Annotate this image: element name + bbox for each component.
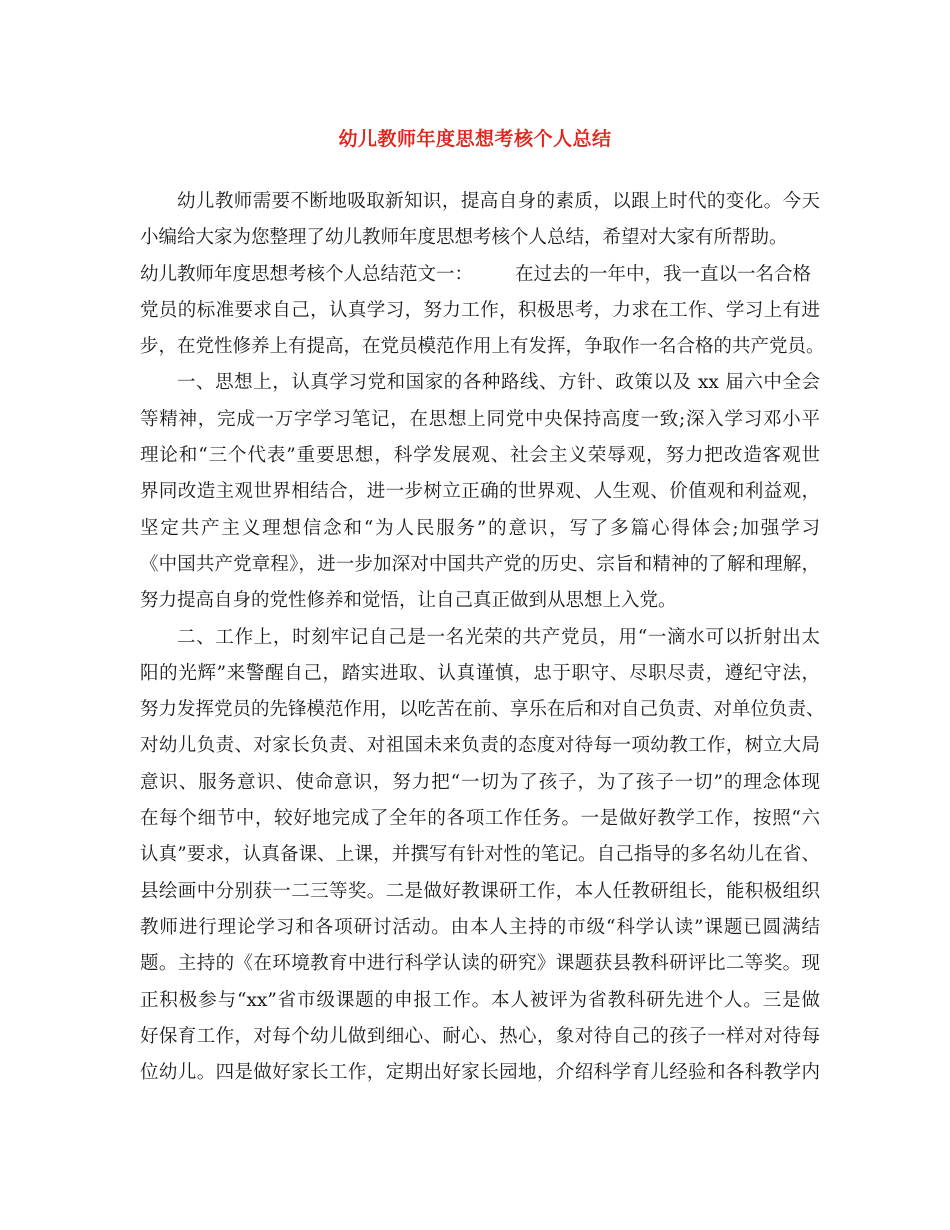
paragraph-line: 正积极参与“xx”省市级课题的申报工作。本人被评为省教科研先进个人。三是做 <box>140 989 820 1011</box>
paragraph-text: 在过去的一年中，我一直以一名合格 <box>515 263 812 285</box>
paragraph-line: 党员的标准要求自己，认真学习，努力工作，积极思考，力求在工作、学习上有进 <box>140 299 820 321</box>
paragraph-line: 对幼儿负责、对家长负责、对祖国未来负责的态度对待每一项幼教工作，树立大局 <box>140 735 820 757</box>
paragraph-line: 二、工作上，时刻牢记自己是一名光荣的共产党员，用“一滴水可以折射出太 <box>177 626 820 648</box>
paragraph-line: 幼儿教师需要不断地吸取新知识，提高自身的素质，以跟上时代的变化。今天 <box>177 191 820 212</box>
paragraph-line: 努力提高自身的党性修养和觉悟，让自己真正做到从思想上入党。 <box>140 590 677 612</box>
paragraph-line: 意识、服务意识、使命意识，努力把“一切为了孩子，为了孩子一切”的理念体现 <box>140 771 820 793</box>
paragraph-line: 题。主持的《在环境教育中进行科学认读的研究》课题获县教科研评比二等奖。现 <box>140 953 820 975</box>
paragraph-line: 一、思想上，认真学习党和国家的各种路线、方针、政策以及 xx 届六中全会 <box>177 372 820 394</box>
paragraph-line: 等精神，完成一万字学习笔记，在思想上同党中央保持高度一致;深入学习邓小平 <box>140 408 820 430</box>
paragraph-line: 小编给大家为您整理了幼儿教师年度思想考核个人总结，希望对大家有所帮助。 <box>140 227 788 249</box>
paragraph-line: 位幼儿。四是做好家长工作，定期出好家长园地，介绍科学育儿经验和各科教学内 <box>140 1062 820 1084</box>
document-body <box>140 184 825 1091</box>
paragraph-line: 好保育工作，对每个幼儿做到细心、耐心、热心，象对待自己的孩子一样对对待每 <box>140 1025 820 1047</box>
paragraph-line: 界同改造主观世界相结合，进一步树立正确的世界观、人生观、价值观和利益观， <box>140 481 820 503</box>
paragraph-line: 理论和“三个代表”重要思想，科学发展观、社会主义荣辱观，努力把改造客观世 <box>140 445 820 467</box>
paragraph-line: 阳的光辉”来警醒自己，踏实进取、认真谨慎，忠于职守、尽职尽责，遵纪守法， <box>140 662 820 684</box>
paragraph-line: 努力发挥党员的先锋模范作用，以吃苦在前、享乐在后和对自己负责、对单位负责、 <box>140 699 825 721</box>
paragraph-line: 教师进行理论学习和各项研讨活动。由本人主持的市级“科学认读”课题已圆满结 <box>140 916 820 938</box>
paragraph-line: 县绘画中分别获一二三等奖。二是做好教课研工作，本人任教研组长，能积极组织 <box>140 880 820 902</box>
paragraph-line: 坚定共产主义理想信念和“为人民服务”的意识，写了多篇心得体会;加强学习 <box>140 517 820 539</box>
paragraph-line <box>140 257 820 293</box>
paragraph-line: 在每个细节中，较好地完成了全年的各项工作任务。一是做好教学工作，按照“六 <box>140 808 820 830</box>
paragraph-line: 步，在党性修养上有提高，在党员模范作用上有发挥，争取作一名合格的共产党员。 <box>140 336 825 358</box>
section-heading: 幼儿教师年度思想考核个人总结范文一： <box>140 263 474 285</box>
document-title: 幼儿教师年度思想考核个人总结 <box>338 128 612 150</box>
paragraph-line: 认真”要求，认真备课、上课，并撰写有针对性的笔记。自己指导的多名幼儿在省、 <box>140 844 820 866</box>
paragraph-line: 《中国共产党章程》，进一步加深对中国共产党的历史、宗旨和精神的了解和理解， <box>140 553 820 575</box>
